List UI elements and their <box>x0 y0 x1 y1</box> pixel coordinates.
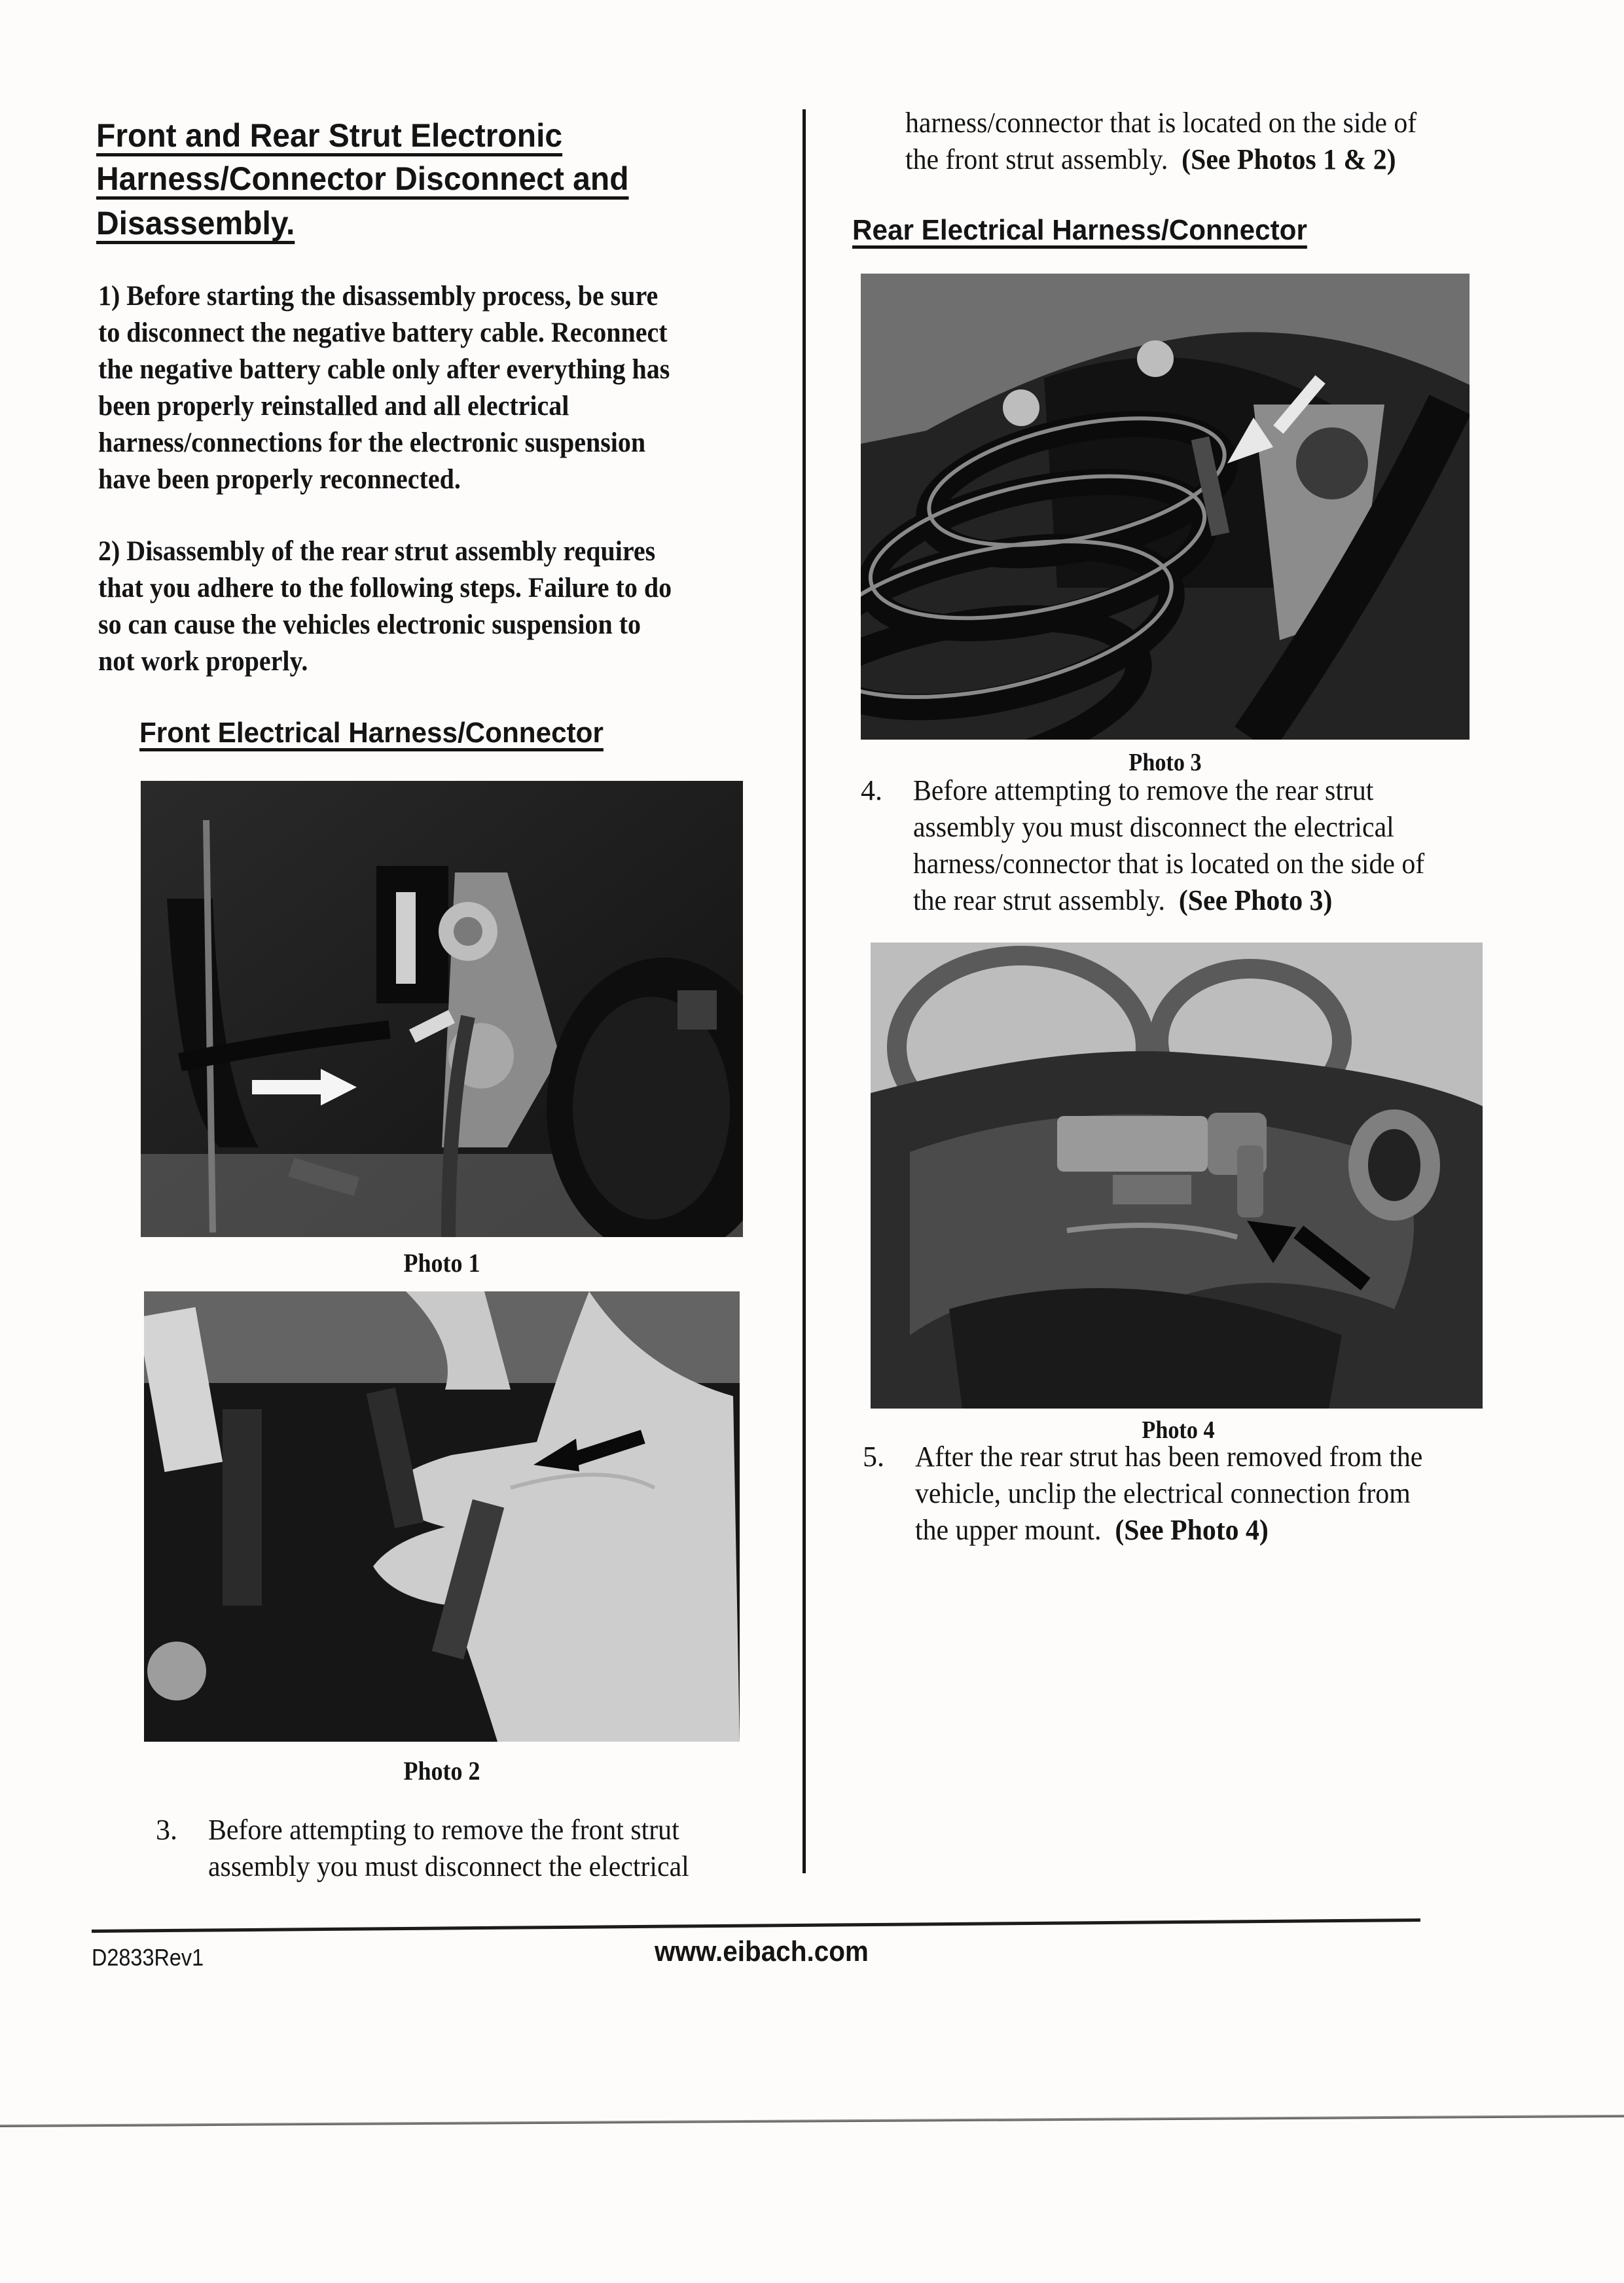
step-3-number: 3. <box>156 1814 177 1846</box>
photo-2 <box>144 1291 740 1742</box>
step-3 <box>156 1812 784 1890</box>
step-5 <box>863 1439 1517 1556</box>
step-4-line: Before attempting to remove the rear strut <box>913 774 1374 806</box>
intro-step-1-line: have been properly reconnected. <box>98 464 461 495</box>
step-3-line: assembly you must disconnect the electrical <box>208 1850 689 1882</box>
intro-step-1-line: been properly reinstalled and all electrical <box>98 391 569 422</box>
title-line-3: Disassembly. <box>96 205 295 242</box>
intro-step-2-line: so can cause the vehicles electronic suspension to <box>98 609 641 640</box>
intro-step-2-line: that you adhere to the following steps. Failure to do <box>98 573 672 603</box>
step-5-line-text: the upper mount. <box>915 1514 1102 1546</box>
photo-3-caption: Photo 3 <box>1128 749 1202 776</box>
intro-step-1-line: 1) Before starting the disassembly process, be sure <box>98 281 659 312</box>
footer-rule <box>92 1918 1420 1933</box>
step-5-number: 5. <box>863 1441 884 1473</box>
photo-1-caption: Photo 1 <box>403 1248 480 1278</box>
column-divider <box>803 109 806 1873</box>
step-4-photo-reference: (See Photo 3) <box>1178 884 1333 916</box>
step-5-line <box>915 1512 1422 1549</box>
photo-4 <box>871 943 1483 1409</box>
step-4-line <box>913 882 1424 919</box>
photo-2-image <box>144 1291 740 1742</box>
scan-page-edge <box>0 2115 1624 2127</box>
photo-2-caption: Photo 2 <box>403 1756 480 1786</box>
front-section-heading: Front Electrical Harness/Connector <box>139 717 604 749</box>
step-4-line: assembly you must disconnect the electrical <box>913 811 1394 843</box>
photo-3-image <box>861 274 1470 740</box>
intro-step-1-line: harness/connections for the electronic suspension <box>98 427 646 458</box>
intro-step-2-line: 2) Disassembly of the rear strut assembly requires <box>98 536 656 567</box>
intro-step-2-line: not work properly. <box>98 646 308 677</box>
step-5-photo-reference: (See Photo 4) <box>1115 1514 1269 1546</box>
step-4-line: harness/connector that is located on the side of <box>913 848 1425 880</box>
photo-4-image <box>871 943 1483 1409</box>
step-3-line: Before attempting to remove the front strut <box>208 1814 679 1846</box>
step-4-number: 4. <box>861 774 882 806</box>
intro-step-1 <box>98 278 670 498</box>
step-3-continued <box>853 105 1507 183</box>
step-4-line-text: the rear strut assembly. <box>913 884 1165 916</box>
step-3-photo-reference: (See Photos 1 & 2) <box>1182 143 1396 175</box>
step-4 <box>861 772 1515 923</box>
step-3-line <box>905 141 1416 178</box>
photo-3 <box>861 274 1470 740</box>
step-3-line-text: the front strut assembly. <box>905 143 1168 175</box>
photo-1-image <box>141 781 743 1237</box>
intro-step-2 <box>98 533 672 680</box>
title-line-1: Front and Rear Strut Electronic <box>96 117 563 154</box>
title-line-2: Harness/Connector Disconnect and <box>96 160 629 197</box>
intro-step-1-line: to disconnect the negative battery cable. Reconnect <box>98 317 668 348</box>
rear-section-heading: Rear Electrical Harness/Connector <box>852 214 1307 246</box>
photo-4-caption: Photo 4 <box>1142 1416 1215 1444</box>
photo-1 <box>141 781 743 1237</box>
step-5-line: After the rear strut has been removed from the <box>915 1441 1423 1473</box>
step-3-line: harness/connector that is located on the side of <box>905 107 1417 139</box>
document-code: D2833Rev1 <box>92 1944 204 1971</box>
intro-step-1-line: the negative battery cable only after everything has <box>98 354 670 385</box>
website-link[interactable]: www.eibach.com <box>655 1935 869 1968</box>
step-5-line: vehicle, unclip the electrical connection from <box>915 1477 1411 1509</box>
